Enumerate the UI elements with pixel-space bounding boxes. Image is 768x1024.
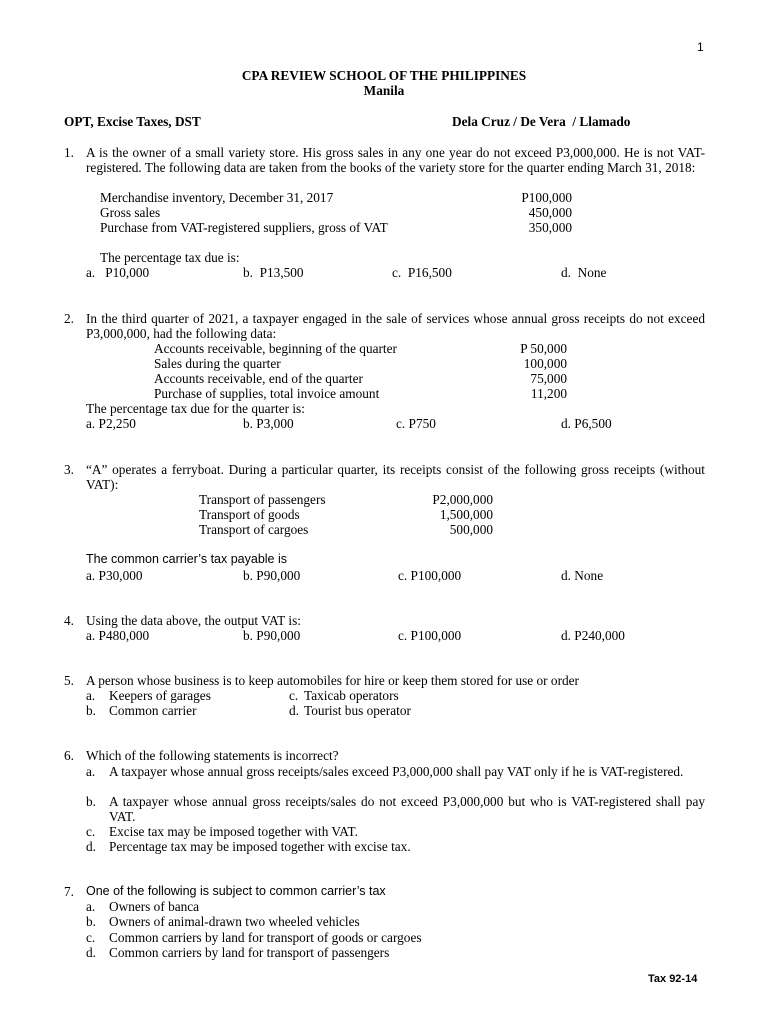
data-value: 11,200 (530, 386, 567, 401)
data-value: 75,000 (530, 371, 567, 386)
choice-c: c. P16,500 (392, 265, 452, 280)
footer-code: Tax 92-14 (648, 973, 698, 985)
question-text: A is the owner of a small variety store. His gross sales in any one year do not exceed P3,000,000. He is not VAT-registered. The following data are taken from the books of the variety store for the quarter ending March 31, 2018: (86, 145, 705, 176)
choice-letter: d. (289, 703, 299, 718)
data-value: 350,000 (528, 220, 572, 235)
question-prompt: The percentage tax due is: (100, 250, 240, 265)
data-value: P 50,000 (520, 341, 567, 356)
question-prompt: The common carrier’s tax payable is (86, 552, 288, 566)
choice-letter: b. (86, 703, 96, 718)
question-number: 5. (64, 673, 74, 688)
choice-c: c. P100,000 (398, 628, 462, 643)
choice-text: Percentage tax may be imposed together with excise tax. (109, 839, 411, 854)
question-number: 3. (64, 462, 74, 477)
choice-text: Taxicab operators (304, 688, 399, 703)
data-value: 500,000 (449, 522, 493, 537)
choice-text: Tourist bus operator (304, 703, 411, 718)
question-number: 4. (64, 613, 74, 628)
data-label: Transport of passengers (199, 492, 326, 507)
data-label: Transport of cargoes (199, 522, 309, 537)
question-text: One of the following is subject to common carrier’s tax (86, 884, 386, 898)
data-label: Gross sales (100, 205, 161, 220)
page-number: 1 (697, 40, 704, 54)
question-number: 1. (64, 145, 74, 160)
choice-b: b. P90,000 (243, 568, 301, 583)
school-city: Manila (363, 83, 405, 98)
choice-text: Owners of banca (109, 899, 200, 914)
choice-letter: a. (86, 688, 96, 703)
choice-letter: c. (86, 824, 96, 839)
choice-text: A taxpayer whose annual gross receipts/sales exceed P3,000,000 shall pay VAT only if he is VAT-registered. (109, 764, 684, 779)
choice-text: Owners of animal-drawn two wheeled vehicles (109, 914, 360, 929)
question-text: Which of the following statements is incorrect? (86, 748, 339, 763)
data-value: P2,000,000 (432, 492, 493, 507)
question-number: 7. (64, 884, 74, 899)
choice-b: b. P90,000 (243, 628, 301, 643)
choice-text: Common carriers by land for transport of goods or cargoes (109, 930, 422, 945)
choice-text: Keepers of garages (109, 688, 211, 703)
choice-a: a. P2,250 (86, 416, 136, 431)
choice-a: a. P10,000 (86, 265, 150, 280)
data-value: 450,000 (528, 205, 572, 220)
school-title: CPA REVIEW SCHOOL OF THE PHILIPPINES (241, 68, 527, 83)
choice-d: d. P6,500 (561, 416, 612, 431)
choice-text: A taxpayer whose annual gross receipts/sales do not exceed P3,000,000 but who is VAT-registered shall pay VAT. (109, 794, 705, 825)
data-value: 100,000 (523, 356, 567, 371)
choice-d: d. P240,000 (561, 628, 625, 643)
authors: Dela Cruz / De Vera / Llamado (452, 114, 631, 129)
choice-letter: d. (86, 945, 96, 960)
question-text: Using the data above, the output VAT is: (86, 613, 301, 628)
choice-b: b. P13,500 (243, 265, 304, 280)
subject-title: OPT, Excise Taxes, DST (64, 114, 201, 129)
choice-a: a. P480,000 (86, 628, 150, 643)
data-value: 1,500,000 (439, 507, 493, 522)
choice-c: c. P100,000 (398, 568, 462, 583)
choice-b: b. P3,000 (243, 416, 294, 431)
question-text: In the third quarter of 2021, a taxpayer engaged in the sale of services whose annual gross receipts do not exceed P3,000,000, had the following data: (86, 311, 705, 342)
data-label: Transport of goods (199, 507, 300, 522)
choice-text: Common carriers by land for transport of passengers (109, 945, 390, 960)
choice-d: d. None (561, 568, 604, 583)
question-text: “A” operates a ferryboat. During a particular quarter, its receipts consist of the following gross receipts (without VAT): (86, 462, 705, 493)
data-label: Merchandise inventory, December 31, 2017 (100, 190, 334, 205)
data-label: Accounts receivable, beginning of the quarter (154, 341, 397, 356)
choice-text: Common carrier (109, 703, 197, 718)
data-label: Accounts receivable, end of the quarter (154, 371, 363, 386)
choice-letter: c. (86, 930, 96, 945)
choice-letter: d. (86, 839, 96, 854)
question-text: A person whose business is to keep automobiles for hire or keep them stored for use or order (86, 673, 579, 688)
choice-d: d. None (561, 265, 607, 280)
data-label: Sales during the quarter (154, 356, 281, 371)
question-prompt: The percentage tax due for the quarter is: (86, 401, 305, 416)
choice-letter: b. (86, 794, 96, 809)
question-number: 2. (64, 311, 74, 326)
choice-letter: b. (86, 914, 96, 929)
choice-c: c. P750 (396, 416, 436, 431)
choice-letter: a. (86, 764, 96, 779)
choice-letter: c. (289, 688, 299, 703)
choice-letter: a. (86, 899, 96, 914)
data-value: P100,000 (521, 190, 572, 205)
question-number: 6. (64, 748, 74, 763)
data-label: Purchase of supplies, total invoice amount (154, 386, 380, 401)
choice-a: a. P30,000 (86, 568, 143, 583)
data-label: Purchase from VAT-registered suppliers, gross of VAT (100, 220, 388, 235)
choice-text: Excise tax may be imposed together with VAT. (109, 824, 358, 839)
